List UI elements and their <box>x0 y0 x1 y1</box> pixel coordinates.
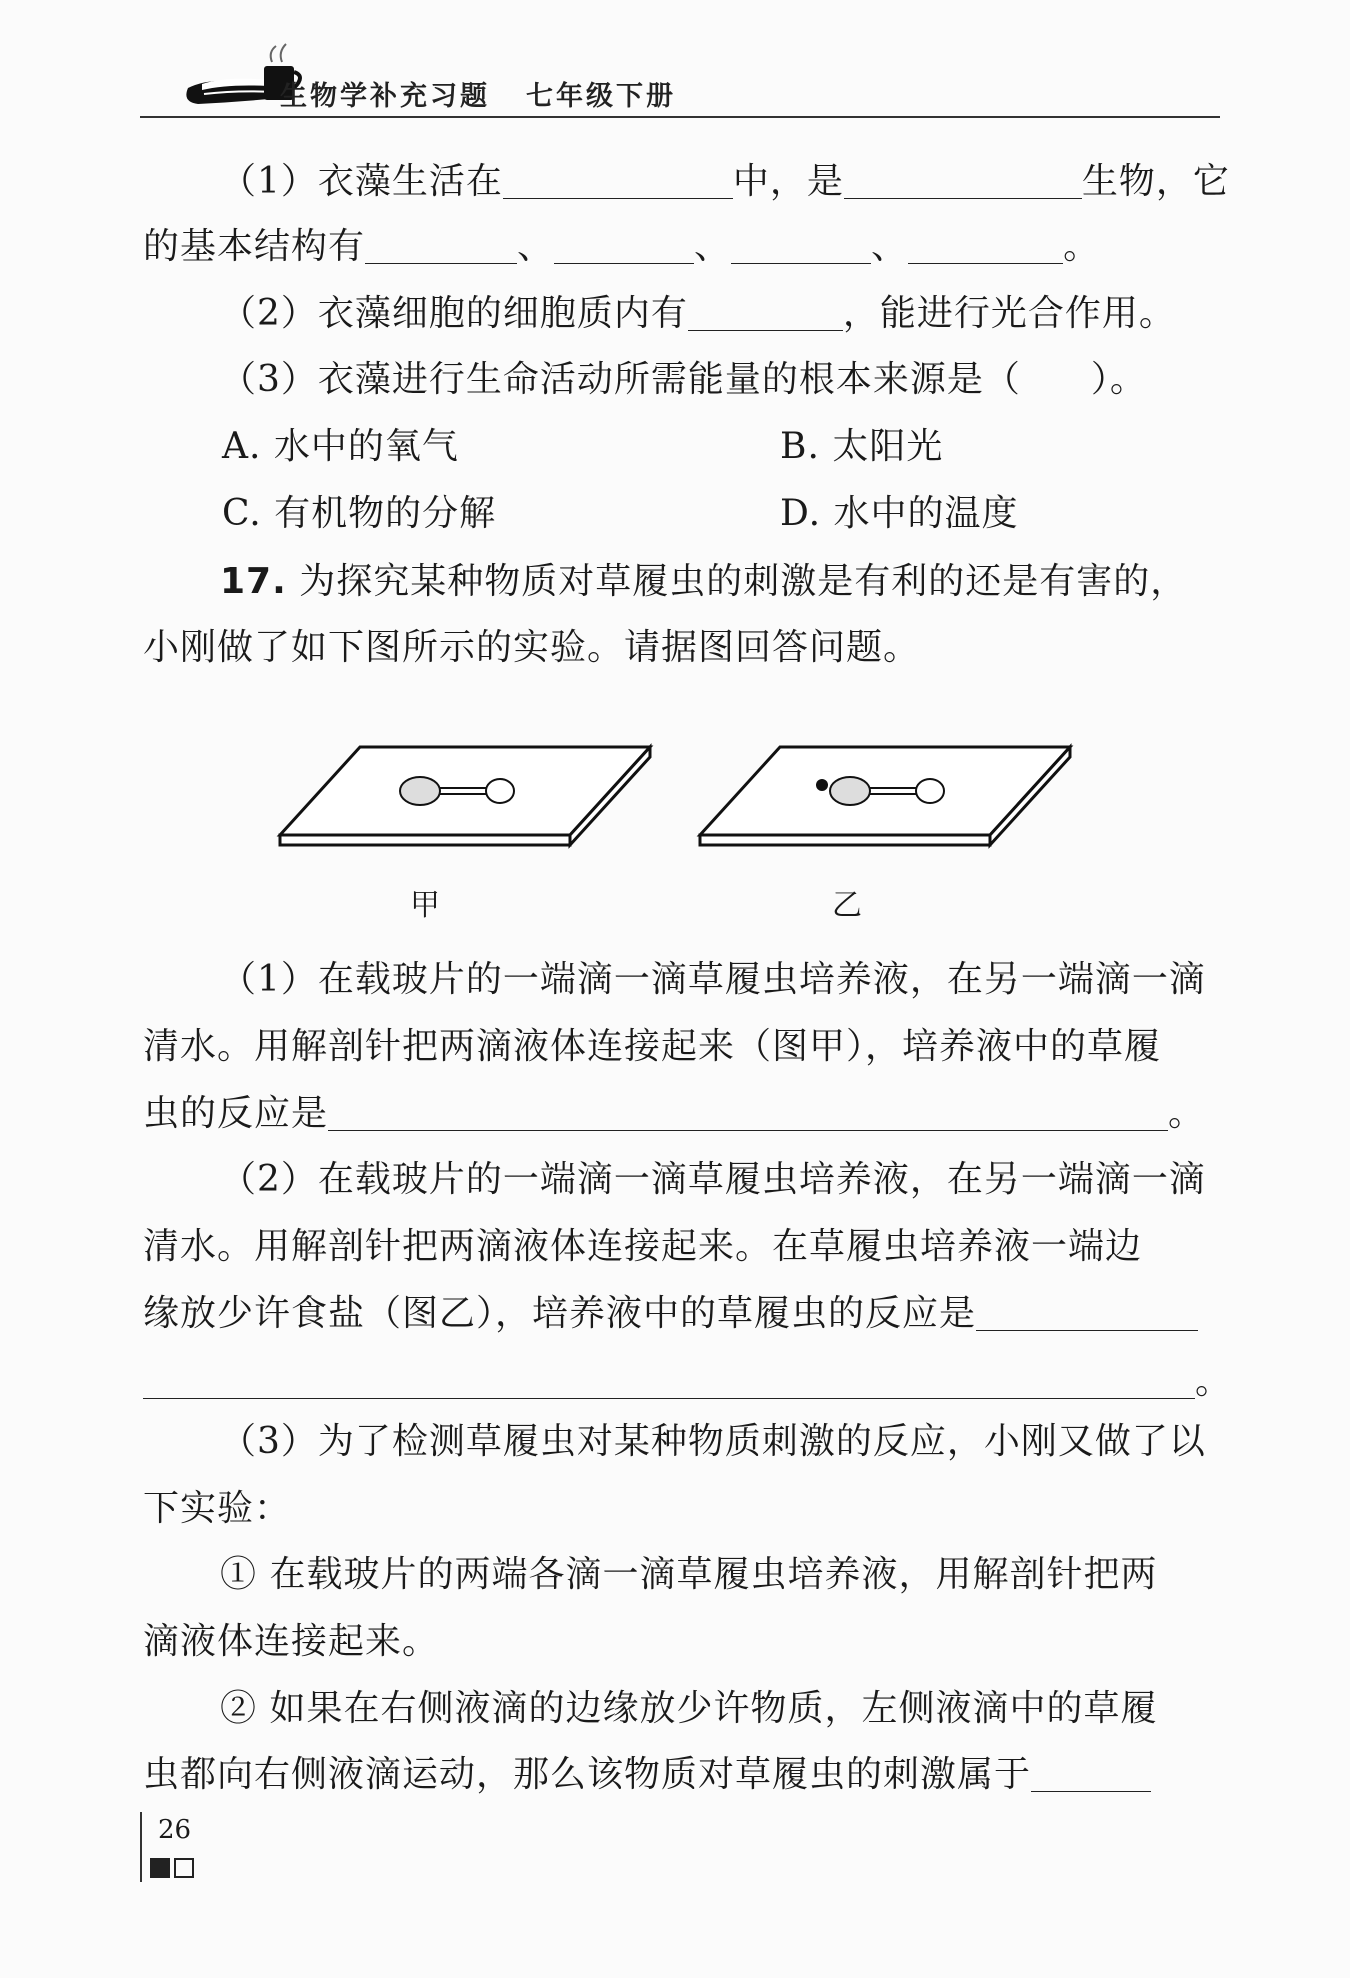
footer-rule <box>140 1812 142 1882</box>
culture-drop <box>830 777 870 805</box>
salt-grain <box>816 779 828 791</box>
q16-part1-line1: （1）衣藻生活在 中，是 生物，它 <box>220 161 1230 202</box>
option-d[interactable]: D. 水中的温度 <box>780 493 1019 534</box>
answer-blank[interactable] <box>731 233 871 264</box>
header-rule <box>140 116 1220 118</box>
answer-blank[interactable] <box>554 233 694 264</box>
answer-blank[interactable] <box>844 168 1082 199</box>
q17-step1-line1: ① 在载玻片的两端各滴一滴草履虫培养液，用解剖针把两 <box>220 1554 1158 1595</box>
q17-step2-line1: ② 如果在右侧液滴的边缘放少许物质，左侧液滴中的草履 <box>220 1688 1158 1729</box>
answer-blank[interactable] <box>365 233 517 264</box>
q16-part1-line2: 的基本结构有 、 、 、 。 <box>143 226 1101 267</box>
figure-label-jia: 甲 <box>410 888 440 923</box>
q17-s1-line3: 虫的反应是 。 <box>143 1093 1206 1134</box>
culture-drop <box>400 777 440 805</box>
q16-part3: （3）衣藻进行生命活动所需能量的根本来源是（ ）。 <box>220 359 1147 400</box>
slide-yi <box>700 747 1070 845</box>
answer-blank[interactable] <box>908 233 1063 264</box>
q17-s3-line2: 下实验： <box>143 1488 292 1529</box>
experiment-figure <box>270 735 1100 935</box>
q17-s2-line3: 缘放少许食盐（图乙），培养液中的草履虫的反应是 <box>143 1292 1350 1336</box>
empty-square-icon <box>174 1858 194 1878</box>
option-b[interactable]: B. 太阳光 <box>780 426 944 467</box>
water-drop <box>486 779 514 803</box>
answer-blank[interactable] <box>143 1368 1195 1399</box>
q17-s2-line4: 。 <box>143 1360 1350 1404</box>
water-drop <box>916 779 944 803</box>
q17-s1-line1: （1）在载玻片的一端滴一滴草履虫培养液，在另一端滴一滴 <box>220 959 1206 1000</box>
q17-step1-line2: 滴液体连接起来。 <box>143 1621 440 1662</box>
q17-s2-line1: （2）在载玻片的一端滴一滴草履虫培养液，在另一端滴一滴 <box>220 1159 1206 1200</box>
answer-blank[interactable] <box>328 1100 1168 1131</box>
page-header <box>140 30 1220 120</box>
book-title: 生物学补充习题 <box>280 81 490 112</box>
option-a[interactable]: A. 水中的氧气 <box>222 426 459 467</box>
filled-square-icon <box>150 1858 170 1878</box>
header-title <box>280 74 676 113</box>
q17-s1-line2: 清水。用解剖针把两滴液体连接起来（图甲），培养液中的草履 <box>143 1026 1162 1067</box>
question-number: 17. <box>220 561 287 602</box>
answer-blank[interactable] <box>976 1300 1198 1331</box>
book-volume: 七年级下册 <box>526 81 676 112</box>
q17-s2-line2: 清水。用解剖针把两滴液体连接起来。在草履虫培养液一端边 <box>143 1226 1143 1267</box>
page-number: 26 <box>158 1815 192 1845</box>
slide-jia <box>280 747 650 845</box>
figure-label-yi: 乙 <box>832 888 862 923</box>
option-c[interactable]: C. 有机物的分解 <box>222 493 497 534</box>
q17-step2-line2: 虫都向右侧液滴运动，那么该物质对草履虫的刺激属于 <box>143 1753 1350 1797</box>
q17-stem-line2: 小刚做了如下图所示的实验。请据图回答问题。 <box>143 627 921 668</box>
answer-blank[interactable] <box>688 300 843 331</box>
answer-blank[interactable] <box>503 168 733 199</box>
q17-s3-line1: （3）为了检测草履虫对某种物质刺激的反应，小刚又做了以 <box>220 1421 1206 1462</box>
answer-blank[interactable] <box>1031 1761 1151 1792</box>
q17-stem-line1: 17. 为探究某种物质对草履虫的刺激是有利的还是有害的， <box>220 561 1188 602</box>
q16-part2: （2）衣藻细胞的细胞质内有 ，能进行光合作用。 <box>220 293 1176 334</box>
